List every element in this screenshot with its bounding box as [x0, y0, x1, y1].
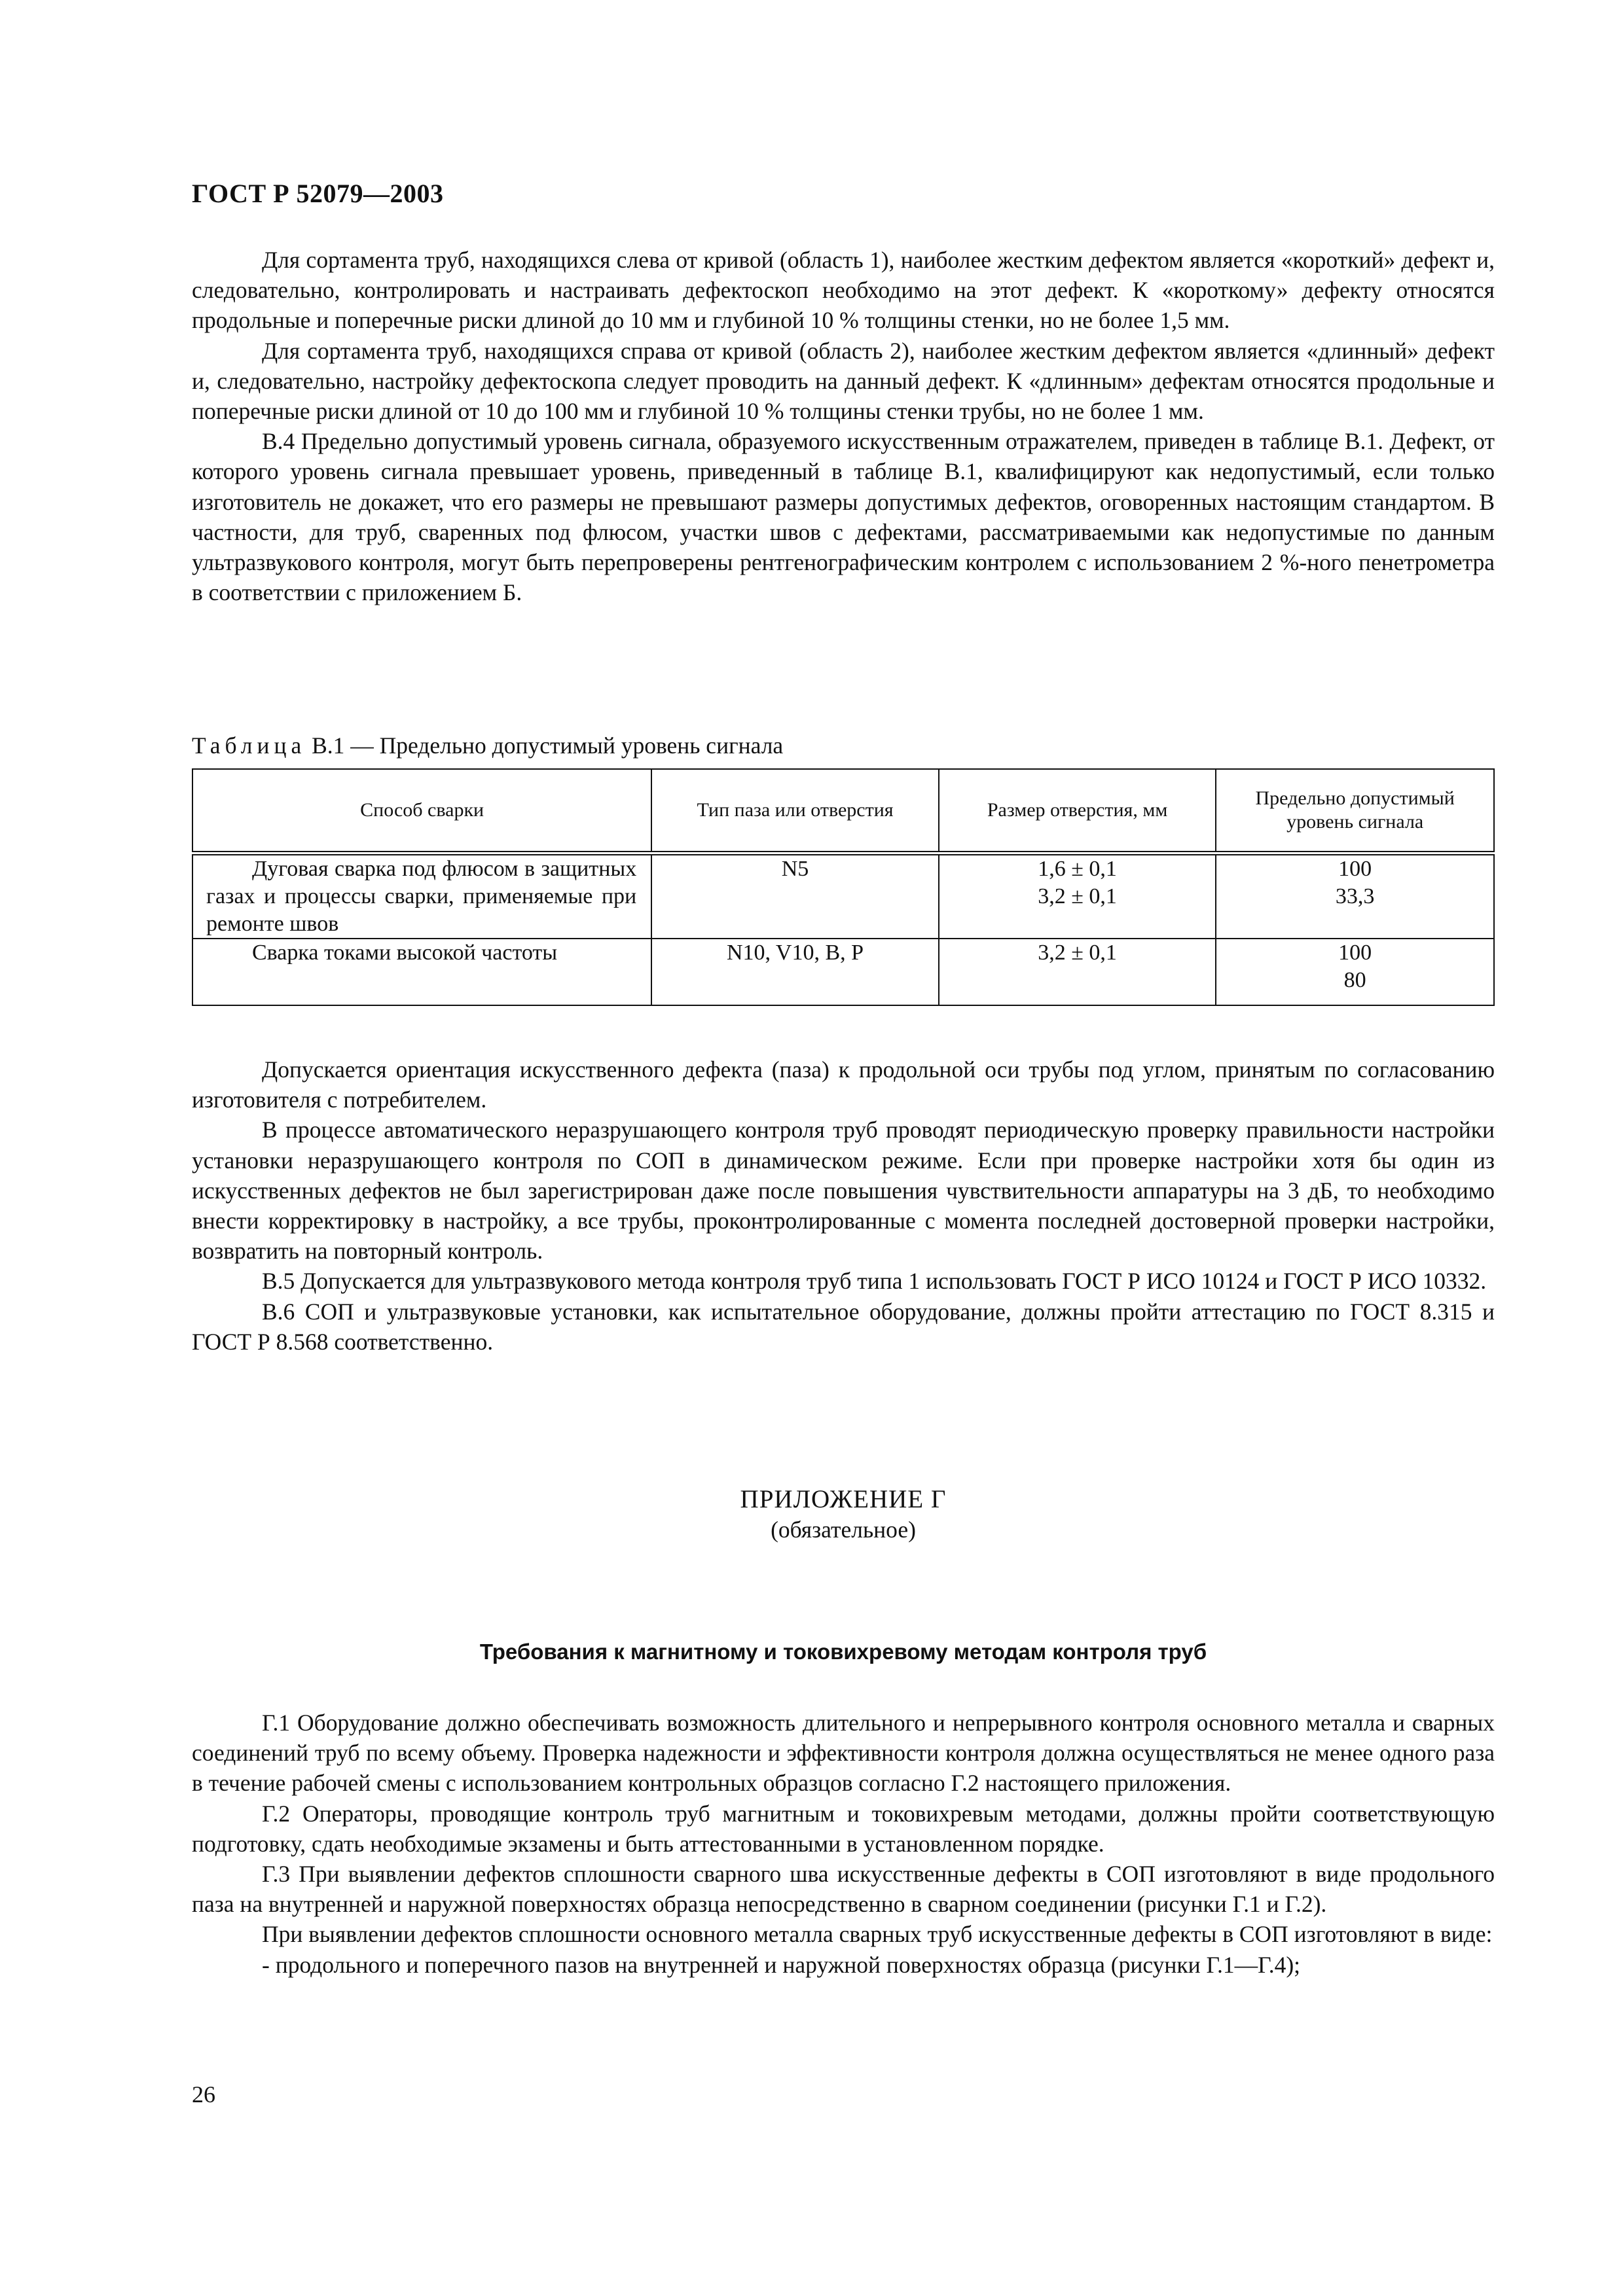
paragraph-b6: В.6 СОП и ультразвуковые установки, как испытательное оборудование, должны пройти аттестацию по ГОСТ 8.315 и ГОСТ Р 8.568 соответственно.	[192, 1298, 1495, 1355]
table-row	[192, 853, 1494, 939]
paragraph-g1: Г.1 Оборудование должно обеспечивать возможность длительного и непрерывного контроля основного металла и сварных соединений труб по всему объему. Проверка надежности и эффективности контроля должна осуществляться не менее одного раза в течение рабочей смены с использованием контрольных образцов согласно Г.2 настоящего приложения.	[192, 1710, 1495, 1797]
table-row	[192, 939, 1494, 1005]
paragraph-b5: В.5 Допускается для ультразвукового метода контроля труб типа 1 использовать ГОСТ Р ИСО 10124 и ГОСТ Р ИСО 10332.	[262, 1268, 1487, 1295]
header-hole-size: Размер отверстия, мм	[939, 769, 1216, 853]
paragraph-base-metal: При выявлении дефектов сплошности основного металла сварных труб искусственные дефекты в СОП изготовляют в виде:	[262, 1921, 1493, 1948]
cell-level	[1216, 853, 1494, 939]
paragraph-short-defect: Для сортамента труб, находящихся слева от кривой (область 1), наиболее жестким дефектом является «короткий» дефект и, следовательно, контролировать и настраивать дефектоскоп необходимо на этот дефект. К «короткому» дефекту относятся продольные и поперечные риски длиной до 10 мм и глубиной 10 % толщины стенки, но не более 1,5 мм.	[192, 247, 1495, 334]
table-caption-word: Таблица	[192, 732, 306, 759]
cell-size	[939, 853, 1216, 939]
paragraph-periodic-check: В процессе автоматического неразрушающего контроля труб проводят периодическую проверку правильности настройки установки неразрушающего контроля по СОП в динамическом режиме. Если при проверке настройки хотя бы один из искусственных дефектов не был зарегистрирован даже после повышения чувствительности аппаратуры на 3 дБ, то необходимо внести корректировку в настройку, а все трубы, проконтролированные с момента последней достоверной проверки настройки, возвратить на повторный контроль.	[192, 1117, 1495, 1265]
header-welding-method: Способ сварки	[192, 769, 651, 853]
paragraph-long-defect: Для сортамента труб, находящихся справа от кривой (область 2), наиболее жестким дефектом является «длинный» дефект и, следовательно, настройку дефектоскопа следует проводить на данный дефект. К «длинным» дефектам относятся продольные и поперечные риски длиной от 10 до 100 мм и глубиной 10 % толщины стенки трубы, но не более 1 мм.	[192, 337, 1495, 425]
level-value: 33,3	[1335, 884, 1375, 908]
paragraph-g2: Г.2 Операторы, проводящие контроль труб магнитным и токовихревым методами, должны пройти соответствующую подготовку, сдать необходимые экзамены и быть аттестованными в установленном порядке.	[192, 1800, 1495, 1857]
cell-type: N10, V10, B, P	[651, 939, 939, 1005]
text-block-appendix	[192, 1708, 1495, 1980]
cell-method: Сварка токами высокой частоты	[192, 939, 651, 1005]
paragraph-b4: В.4 Предельно допустимый уровень сигнала, образуемого искусственным отражателем, приведен в таблице В.1. Дефект, от которого уровень сигнала превышает уровень, приведенный в таблице В.1, квалифицируют как недопустимый, если только изготовитель не докажет, что его размеры не превышают размеры допустимых дефектов, оговоренных настоящим стандартом. В частности, для труб, сваренных под флюсом, участки швов с дефектами, рассматриваемыми как недопустимые по данным ультразвукового контроля, могут быть перепроверены рентгенографическим контролем с использованием 2 %-ного пенетрометра в соответствии с приложением Б.	[192, 428, 1495, 606]
paragraph-orientation: Допускается ориентация искусственного дефекта (паза) к продольной оси трубы под углом, принятым по согласованию изготовителя с потребителем.	[192, 1056, 1495, 1113]
text-block-intro	[192, 245, 1495, 607]
paragraph-g3: Г.3 При выявлении дефектов сплошности сварного шва искусственные дефекты в СОП изготовляют в виде продольного паза на внутренней и наружной поверхностях образца непосредственно в сварном соединении (рисунки Г.1 и Г.2).	[192, 1861, 1495, 1918]
size-value: 1,6 ± 0,1	[1038, 857, 1117, 881]
size-value: 3,2 ± 0,1	[1038, 884, 1117, 908]
page-number: 26	[192, 2081, 215, 2108]
document-header: ГОСТ Р 52079—2003	[192, 179, 444, 208]
header-signal-level: Предельно допустимый уровень сигнала	[1216, 769, 1494, 853]
list-item: - продольного и поперечного пазов на внутренней и наружной поверхностях образца (рисунки Г.1—Г.4);	[262, 1951, 1301, 1978]
signal-level-table	[192, 768, 1495, 1006]
cell-method: Дуговая сварка под флюсом в защитных газах и процессы сварки, применяемые при ремонте швов	[192, 853, 651, 939]
size-value: 3,2 ± 0,1	[1038, 941, 1117, 965]
level-value: 80	[1343, 968, 1366, 992]
appendix-heading: Требования к магнитному и токовихревому методам контроля труб	[479, 1640, 1207, 1664]
header-notch-type: Тип паза или отверстия	[651, 769, 939, 853]
level-value: 100	[1338, 857, 1372, 881]
cell-size	[939, 939, 1216, 1005]
cell-level	[1216, 939, 1494, 1005]
cell-type: N5	[651, 853, 939, 939]
table-header-row	[192, 769, 1494, 853]
table-caption	[192, 730, 783, 761]
appendix-subtitle: (обязательное)	[771, 1516, 916, 1543]
appendix-title: ПРИЛОЖЕНИЕ Г	[740, 1485, 947, 1513]
text-block-after-table	[192, 1054, 1495, 1357]
level-value: 100	[1338, 941, 1372, 965]
table-caption-text: В.1 — Предельно допустимый уровень сигнала	[306, 732, 784, 759]
